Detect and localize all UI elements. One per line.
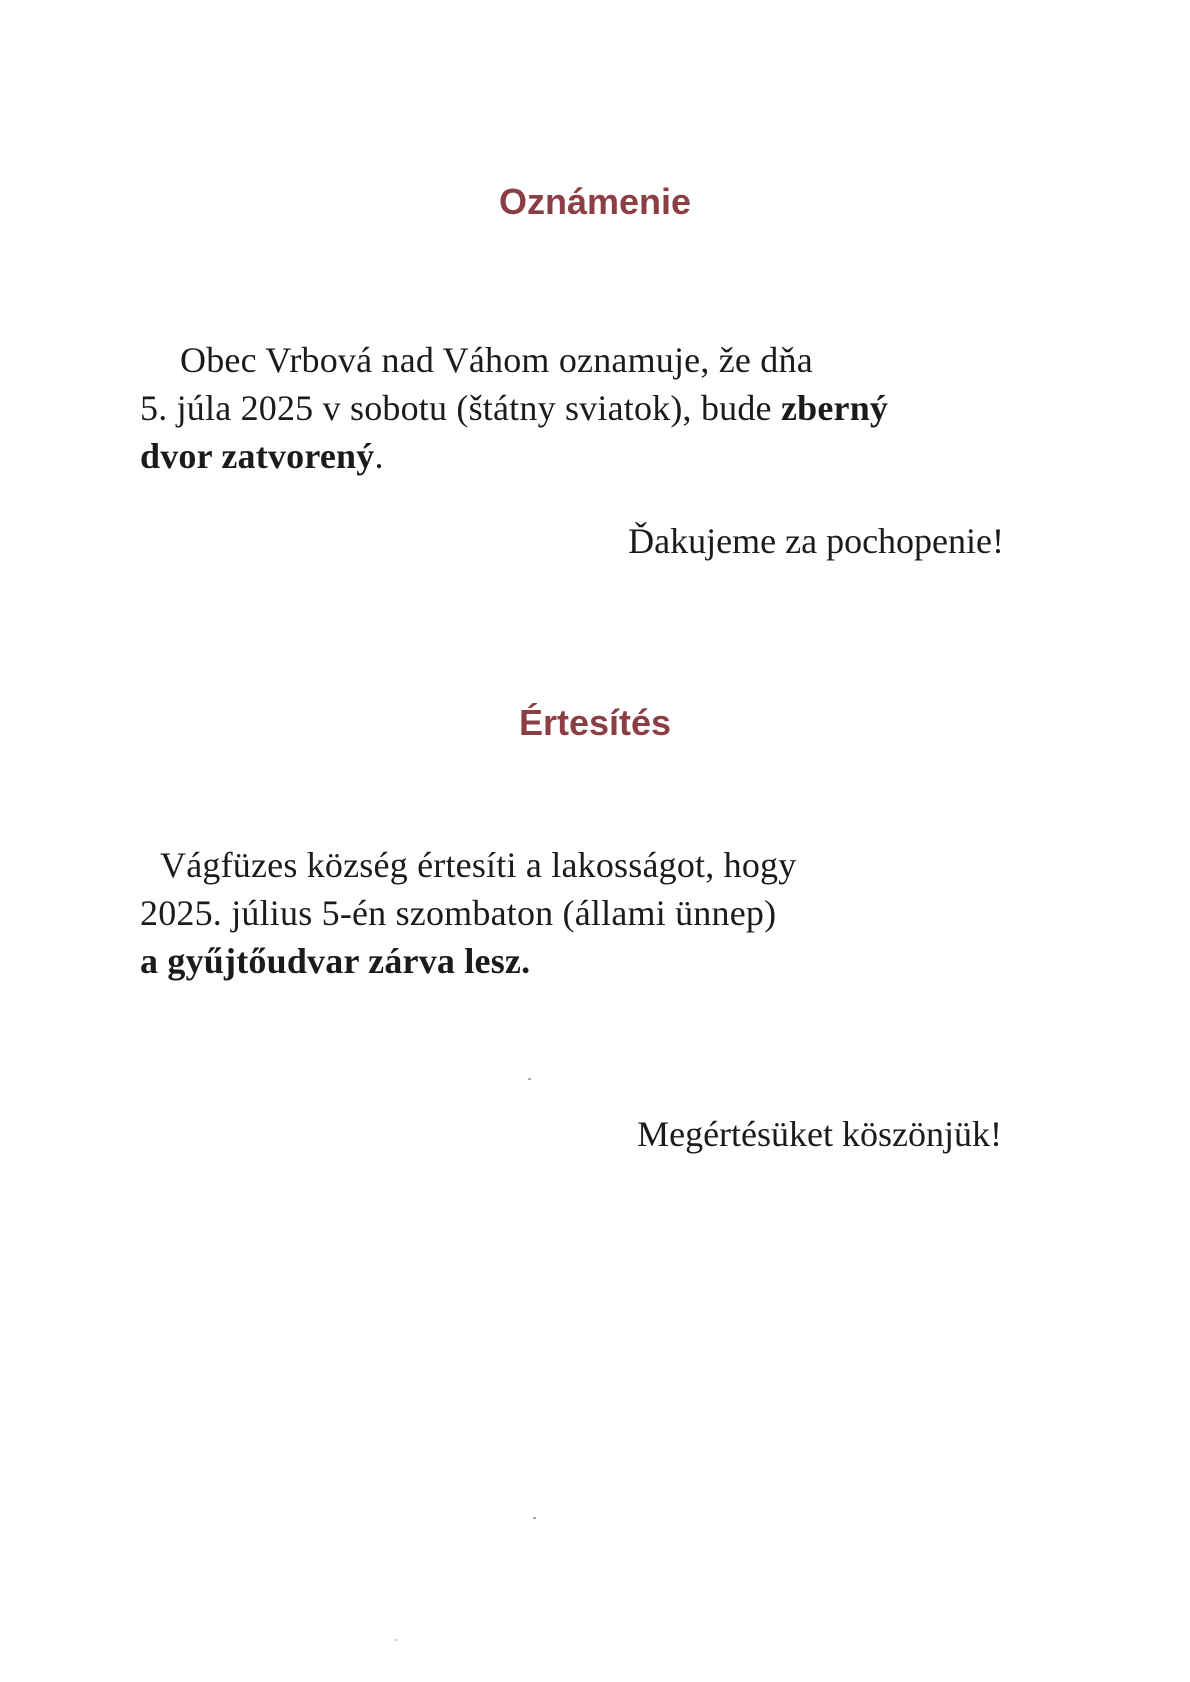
- hungarian-notice-paragraph: [140, 841, 1020, 985]
- slovak-thanks: Ďakujeme za pochopenie!: [628, 521, 1004, 561]
- slovak-line-1: Obec Vrbová nad Váhom oznamuje, že dňa: [180, 340, 813, 380]
- scan-speck: [528, 1078, 531, 1080]
- slovak-line-3-text: .: [374, 436, 384, 476]
- slovak-line-2-bold: zberný: [780, 388, 889, 428]
- slovak-line-3: [140, 432, 1020, 480]
- slovak-line-2: [140, 384, 1020, 432]
- hungarian-line-1: Vágfüzes község értesíti a lakosságot, hogy: [160, 845, 797, 885]
- slovak-line-2-text: 5. júla 2025 v sobotu (štátny sviatok), bude: [140, 388, 781, 428]
- slovak-line-3-bold: dvor zatvorený: [140, 436, 375, 476]
- hungarian-thanks: Megértésüket köszönjük!: [637, 1114, 1002, 1154]
- hungarian-line-3-bold: a gyűjtőudvar zárva lesz.: [140, 941, 531, 981]
- hungarian-line-2: 2025. július 5-én szombaton (állami ünnep): [140, 893, 777, 933]
- scan-speck: [394, 1639, 397, 1641]
- scan-speck: [533, 1517, 536, 1519]
- hungarian-heading: Értesítés: [518, 702, 672, 743]
- hungarian-line-3: [140, 937, 1020, 985]
- slovak-notice-paragraph: [140, 336, 1020, 480]
- slovak-heading: Oznámenie: [498, 181, 692, 222]
